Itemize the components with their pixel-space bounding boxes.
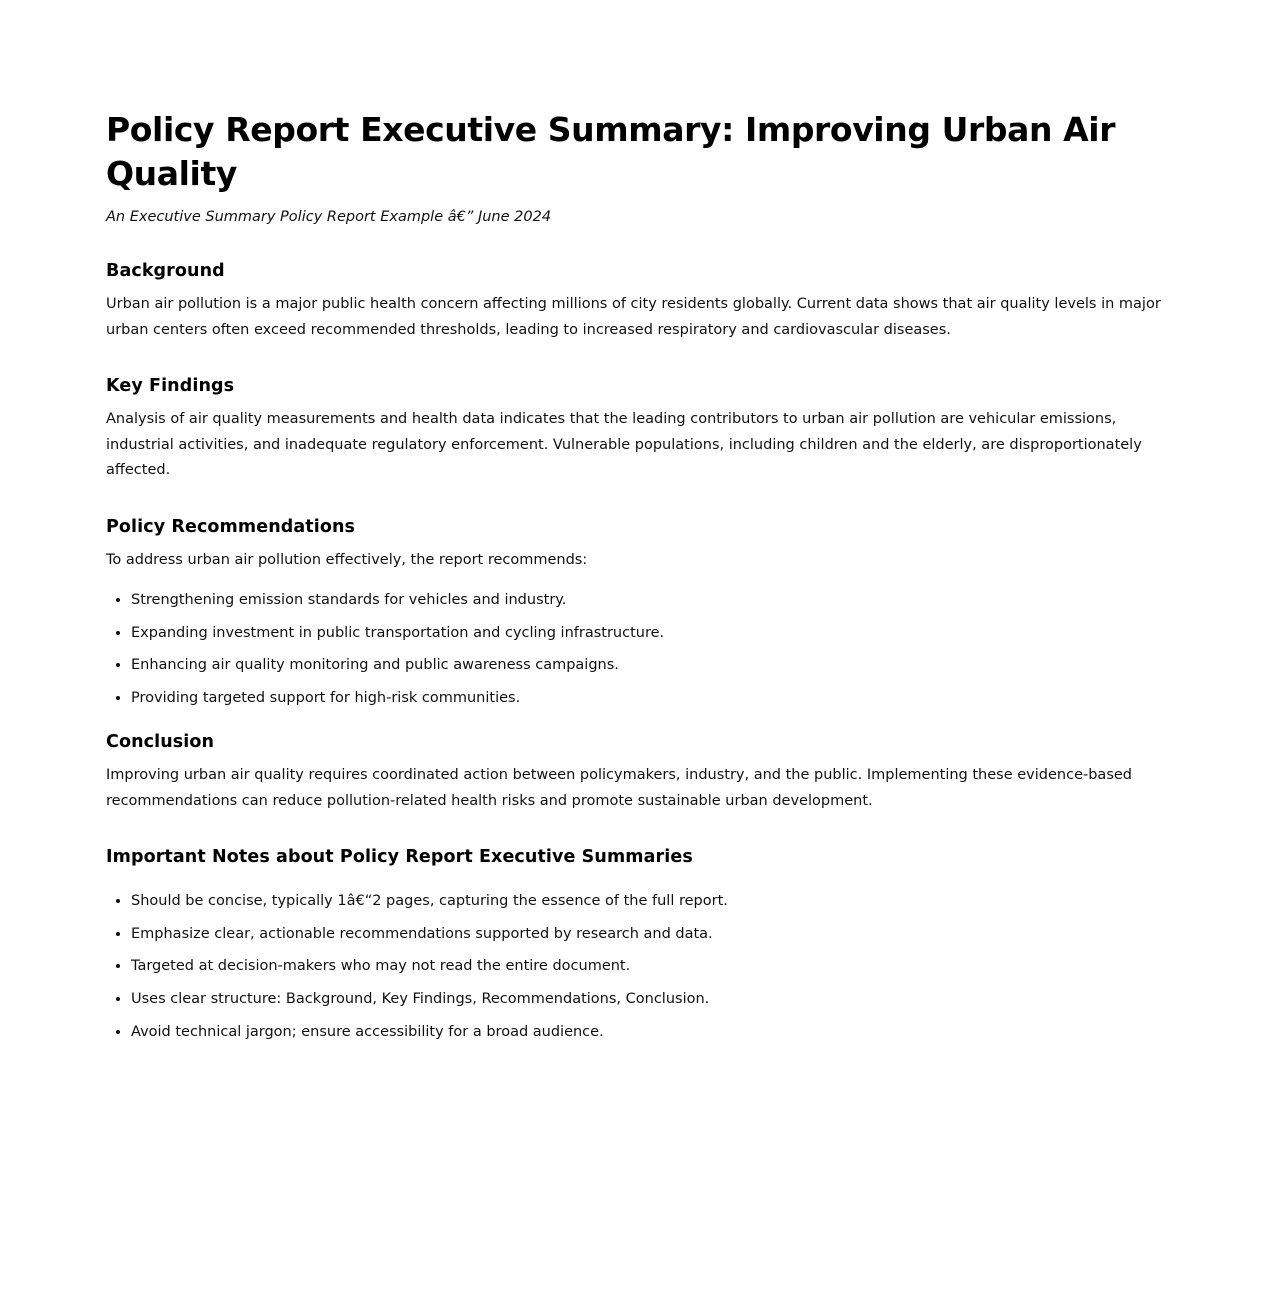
key-findings-section (106, 373, 1176, 484)
list-item: • Targeted at decision-makers who may not read the entire document. (131, 955, 1176, 977)
list-item: • Enhancing air quality monitoring and public awareness campaigns. (131, 654, 1176, 676)
recommendations-intro: To address urban air pollution effectively, the report recommends: (106, 551, 588, 568)
conclusion-section (106, 729, 1176, 814)
list-item: • Providing targeted support for high-risk communities. (131, 687, 1176, 709)
list-item: • Emphasize clear, actionable recommendations supported by research and data. (131, 923, 1176, 945)
background-section (106, 258, 1176, 343)
list-item: • Expanding investment in public transportation and cycling infrastructure. (131, 622, 1176, 644)
document-content (106, 108, 1176, 1054)
page-subtitle: An Executive Summary Policy Report Example â€” June 2024 (106, 209, 552, 225)
list-item: • Uses clear structure: Background, Key Findings, Recommendations, Conclusion. (131, 988, 1176, 1010)
notes-section (106, 844, 1176, 1043)
list-item: • Avoid technical jargon; ensure accessibility for a broad audience. (131, 1021, 1176, 1043)
notes-heading: Important Notes about Policy Report Executive Summaries (106, 847, 693, 868)
background-text: Urban air pollution is a major public health concern affecting millions of city residents globally. Current data shows that air quality levels in major urban centers often exceed recommended thresholds, leading to increased respiratory and cardiovascular diseases. (106, 296, 1161, 338)
key-findings-heading: Key Findings (106, 376, 235, 396)
conclusion-text: Improving urban air quality requires coordinated action between policymakers, industry, and the public. Implementing these evidence-based recommendations can reduce pollution-related health risks and promote sustainable urban development. (106, 767, 1132, 809)
list-item: • Should be concise, typically 1â€“2 pages, capturing the essence of the full report. (131, 890, 1176, 912)
recommendations-list (106, 589, 1176, 709)
page-title: Policy Report Executive Summary: Improving Urban Air Quality (106, 110, 1116, 193)
conclusion-heading: Conclusion (106, 732, 215, 753)
key-findings-text: Analysis of air quality measurements and health data indicates that the leading contributors to urban air pollution are vehicular emissions, industrial activities, and inadequate regulatory enforcement. Vulnerable populations, including children and the elderly, are disproportionately affected. (106, 411, 1142, 478)
recommendations-heading: Policy Recommendations (106, 516, 356, 537)
notes-list (106, 890, 1176, 1043)
recommendations-section (106, 514, 1176, 710)
list-item: • Strengthening emission standards for vehicles and industry. (131, 589, 1176, 611)
background-heading: Background (106, 261, 225, 281)
